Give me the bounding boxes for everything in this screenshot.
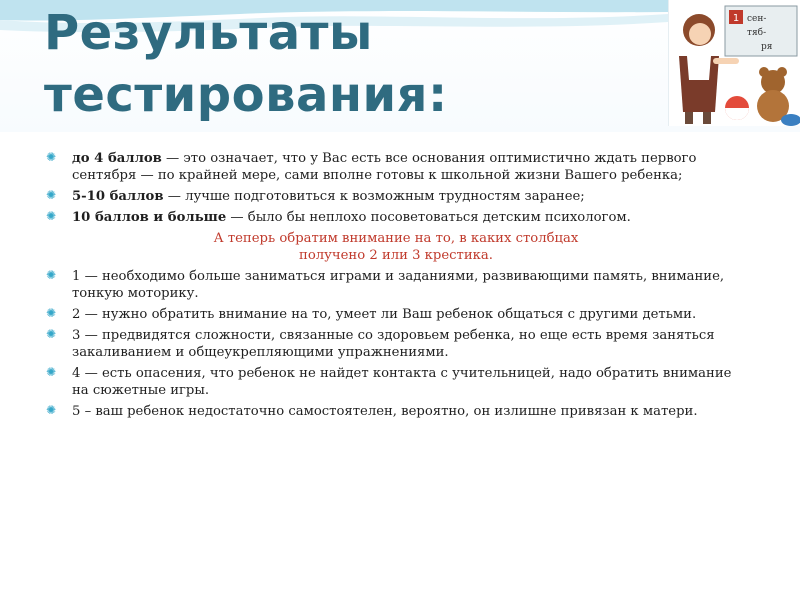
list-item: ✺ 5 – ваш ребенок недостаточно самостоятелен, вероятно, он излишне привязан к матери. [46, 403, 698, 419]
title-line-2: тестирования: [44, 67, 448, 123]
bullet-icon: ✺ [46, 365, 57, 379]
bullet-icon: ✺ [46, 209, 57, 223]
board-text-2: тяб- [747, 28, 767, 38]
list-item: ✺ 3 — предвидятся сложности, связанные со здоровьем ребенка, но еще есть время заняться закаливанием и общеукрепляющими упражнениями. [46, 327, 715, 360]
bullet-icon: ✺ [46, 306, 57, 320]
bullet-icon: ✺ [46, 188, 57, 202]
list-item: ✺ 4 — есть опасения, что ребенок не найдет контакта с учительницей, надо обратить внимание на сюжетные игры. [46, 365, 732, 398]
bullet-icon: ✺ [46, 403, 57, 417]
list-item: ✺ 10 баллов и больше — было бы неплохо посоветоваться детским психологом. [46, 209, 631, 225]
highlight-note [46, 230, 746, 264]
bullet-icon: ✺ [46, 327, 57, 341]
list-item: ✺ 1 — необходимо больше заниматься играми и заданиями, развивающими память, внимание, тонкую моторику. [46, 268, 725, 301]
highlight-line-1: А теперь обратим внимание на то, в каких столбцах [213, 231, 579, 246]
board-number: 1 [732, 13, 740, 24]
list-item: ✺ 2 — нужно обратить внимание на то, умеет ли Ваш ребенок общаться с другими детьми. [46, 306, 697, 322]
slide-title [44, 2, 644, 126]
board-text-1: сен- [747, 14, 767, 24]
illustration [668, 0, 800, 126]
content [46, 150, 746, 424]
highlight-line-2: получено 2 или 3 крестика. [299, 248, 493, 263]
list-item: ✺ 5-10 баллов — лучше подготовиться к возможным трудностям заранее; [46, 188, 585, 204]
board-text-3: ря [761, 42, 773, 52]
title-line-1: Результаты [44, 5, 373, 61]
list-item: ✺ до 4 баллов — это означает, что у Вас есть все основания оптимистично ждать первого сентября — по крайней мере, сами вполне готовы к школьной жизни Вашего ребенка; [46, 150, 697, 183]
bullet-icon: ✺ [46, 150, 57, 164]
bullet-icon: ✺ [46, 268, 57, 282]
schoolgirl-with-board-image [669, 0, 800, 126]
